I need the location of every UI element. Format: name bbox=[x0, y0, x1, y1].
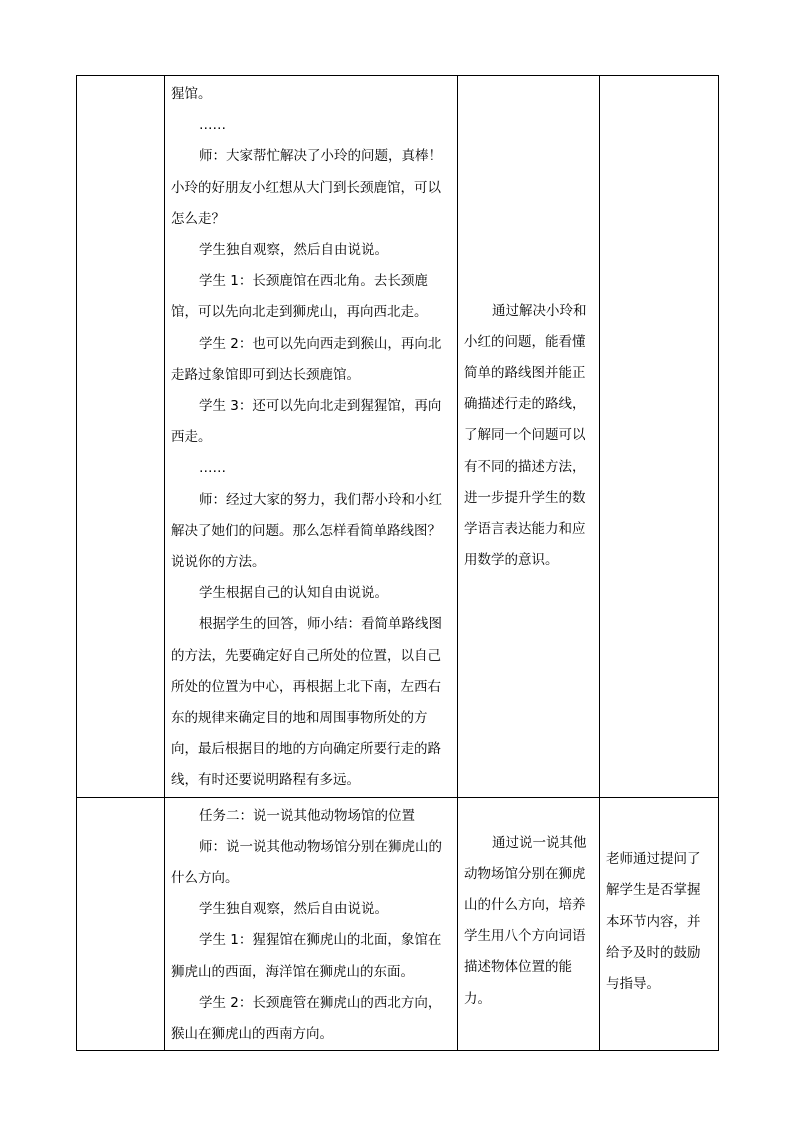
paragraph: 学生独自观察，然后自由说说。 bbox=[199, 901, 388, 918]
paragraph: 学生独自观察，然后自由说说。 bbox=[199, 242, 388, 259]
paragraph: …… bbox=[199, 117, 226, 134]
paragraph: 学生 2：也可以先向西走到猴山，再向北走路过象馆即可到达长颈鹿馆。 bbox=[171, 335, 442, 383]
paragraph: 学生 1：长颈鹿馆在西北角。去长颈鹿馆，可以先向北走到狮虎山，再向西北走。 bbox=[171, 273, 428, 321]
paragraph: 学生 2：长颈鹿管在狮虎山的西北方向，猴山在狮虎山的西南方向。 bbox=[171, 994, 442, 1043]
paragraph: 任务二：说一说其他动物场馆的位置 bbox=[199, 807, 415, 824]
process-text bbox=[165, 798, 457, 1051]
paragraph: 猩馆。 bbox=[171, 86, 212, 102]
lesson-plan-table bbox=[76, 75, 719, 1051]
intent-cell bbox=[458, 76, 600, 798]
paragraph: 学生根据自己的认知自由说说。 bbox=[199, 585, 388, 602]
intent-text: 通过解决小玲和小红的问题，能看懂简单的路线图并能正确描述行走的路线，了解同一个问题可以有不同的描述方法，进一步提升学生的数学语言表达能力和应用数学的意识。 bbox=[464, 302, 587, 569]
paragraph: 师：经过大家的努力，我们帮小玲和小红解决了她们的问题。那么怎样看简单路线图？说说你的方法。 bbox=[171, 491, 442, 571]
paragraph: 学生 1：猩猩馆在狮虎山的北面，象馆在狮虎山的西面，海洋馆在狮虎山的东面。 bbox=[171, 932, 442, 980]
assessment-text: 老师通过提问了解学生是否掌握本环节内容，并给予及时的鼓励与指导。 bbox=[606, 851, 701, 992]
process-cell bbox=[165, 797, 458, 1051]
process-text bbox=[165, 76, 457, 797]
stage-cell bbox=[77, 797, 165, 1051]
stage-cell bbox=[77, 76, 165, 798]
table-row bbox=[77, 76, 719, 798]
paragraph: 师：说一说其他动物场馆分别在狮虎山的什么方向。 bbox=[171, 838, 442, 887]
process-cell bbox=[165, 76, 458, 798]
intent-text: 通过说一说其他动物场馆分别在狮虎山的什么方向，培养学生用八个方向词语描述物体位置的能力。 bbox=[464, 834, 587, 1007]
assessment-cell bbox=[600, 797, 719, 1051]
paragraph: …… bbox=[199, 460, 226, 477]
paragraph: 学生 3：还可以先向北走到猩猩馆，再向西走。 bbox=[171, 398, 442, 446]
assessment-cell bbox=[600, 76, 719, 798]
table-row bbox=[77, 797, 719, 1051]
intent-cell bbox=[458, 797, 600, 1051]
paragraph: 根据学生的回答，师小结：看简单路线图的方法，先要确定好自己所处的位置，以自己所处的位置为中心，再根据上北下南，左西右东的规律来确定目的地和周围事物所处的方向，最后根据目的地的方向确定所要行走的路线，有时还要说明路程有多远。 bbox=[171, 616, 442, 789]
paragraph: 师：大家帮忙解决了小玲的问题，真棒！小玲的好朋友小红想从大门到长颈鹿馆，可以怎么走？ bbox=[171, 148, 442, 227]
